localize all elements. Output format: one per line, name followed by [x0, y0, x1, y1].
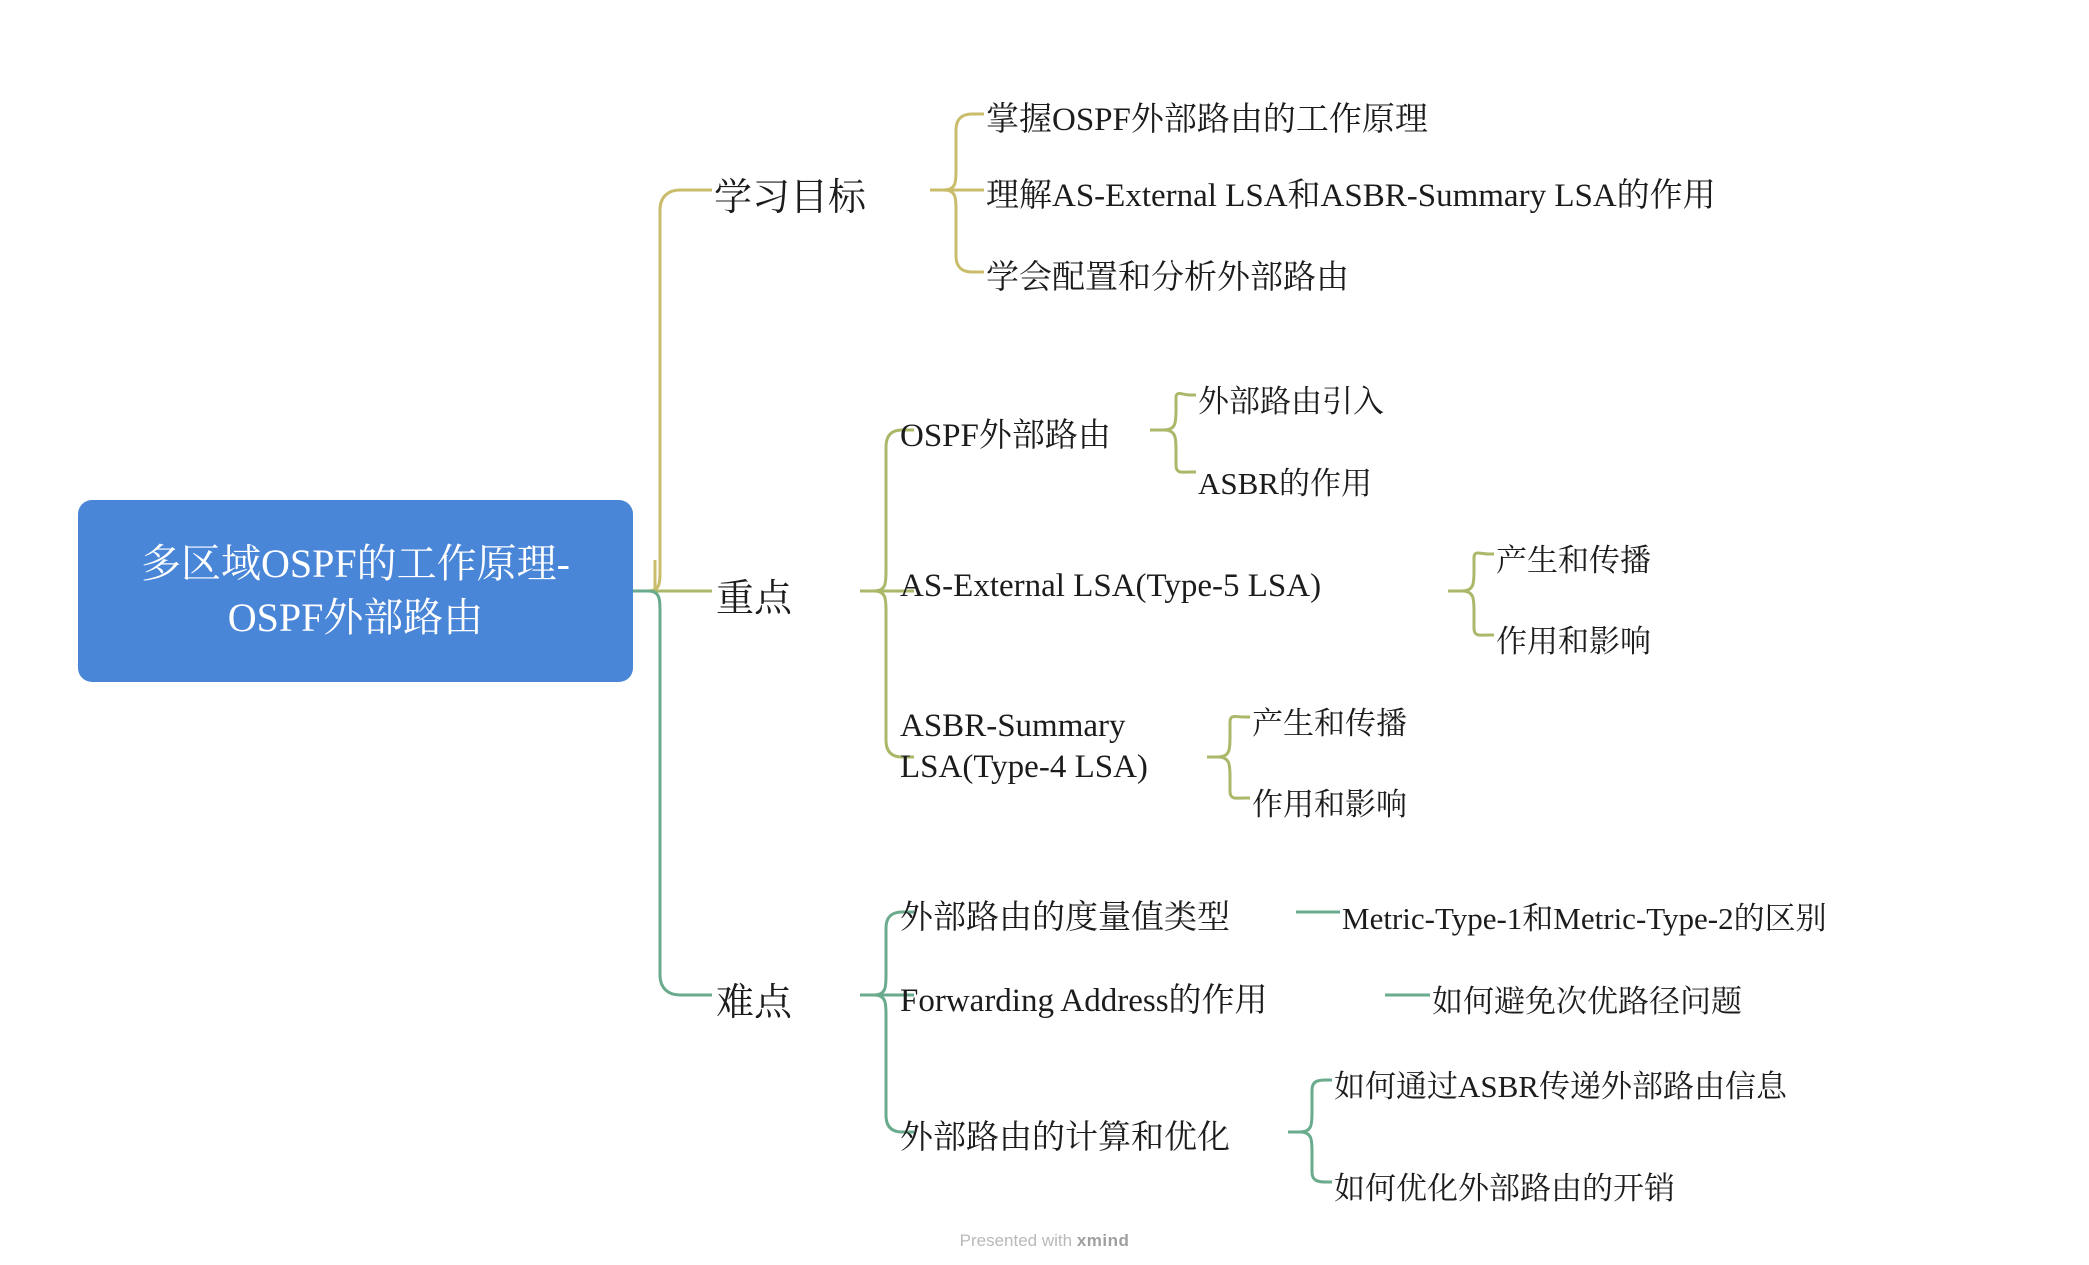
topic-node-as-external-lsa[interactable]: AS-External LSA(Type-5 LSA) [900, 568, 1322, 604]
subtopic-node-type5-generation[interactable]: 产生和传播 [1496, 543, 1651, 578]
topic-node-metric-type[interactable]: 外部路由的度量值类型 [900, 900, 1230, 936]
subtopic-node-cost-optimization[interactable]: 如何优化外部路由的开销 [1334, 1171, 1675, 1206]
topic-node-forwarding-address[interactable]: Forwarding Address的作用 [900, 983, 1268, 1019]
subtopic-node-metric-difference[interactable]: Metric-Type-1和Metric-Type-2的区别 [1342, 901, 1827, 936]
subtopic-node-type4-impact[interactable]: 作用和影响 [1252, 787, 1407, 822]
subtopic-node-asbr-role[interactable]: ASBR的作用 [1198, 466, 1372, 501]
topic-node-ospf-external-route[interactable]: OSPF外部路由 [900, 418, 1111, 454]
branch-node-key-points[interactable]: 重点 [716, 578, 793, 620]
subtopic-node-route-import[interactable]: 外部路由引入 [1198, 384, 1384, 419]
topic-node-asbr-summary-lsa[interactable]: ASBR-Summary LSA(Type-4 LSA) [900, 708, 1148, 786]
subtopic-node-type4-generation[interactable]: 产生和传播 [1252, 706, 1407, 741]
footer-credit [0, 1231, 2089, 1251]
footer-brand: xmind [1076, 1231, 1130, 1250]
root-node[interactable]: 多区域OSPF的工作原理-OSPF外部路由 [78, 500, 633, 682]
footer-prefix: Presented with [959, 1231, 1073, 1250]
topic-node-goal-3[interactable]: 学会配置和分析外部路由 [986, 260, 1349, 296]
subtopic-node-asbr-propagation[interactable]: 如何通过ASBR传递外部路由信息 [1334, 1069, 1787, 1104]
branch-node-difficult-points[interactable]: 难点 [716, 982, 793, 1024]
subtopic-node-type5-impact[interactable]: 作用和影响 [1496, 624, 1651, 659]
subtopic-node-avoid-suboptimal-path[interactable]: 如何避免次优路径问题 [1432, 984, 1742, 1019]
topic-node-goal-2[interactable]: 理解AS-External LSA和ASBR-Summary LSA的作用 [986, 178, 1716, 214]
topic-node-route-calculation[interactable]: 外部路由的计算和优化 [900, 1120, 1230, 1156]
branch-node-learning-goals[interactable]: 学习目标 [714, 177, 867, 219]
topic-node-goal-1[interactable]: 掌握OSPF外部路由的工作原理 [986, 102, 1428, 138]
